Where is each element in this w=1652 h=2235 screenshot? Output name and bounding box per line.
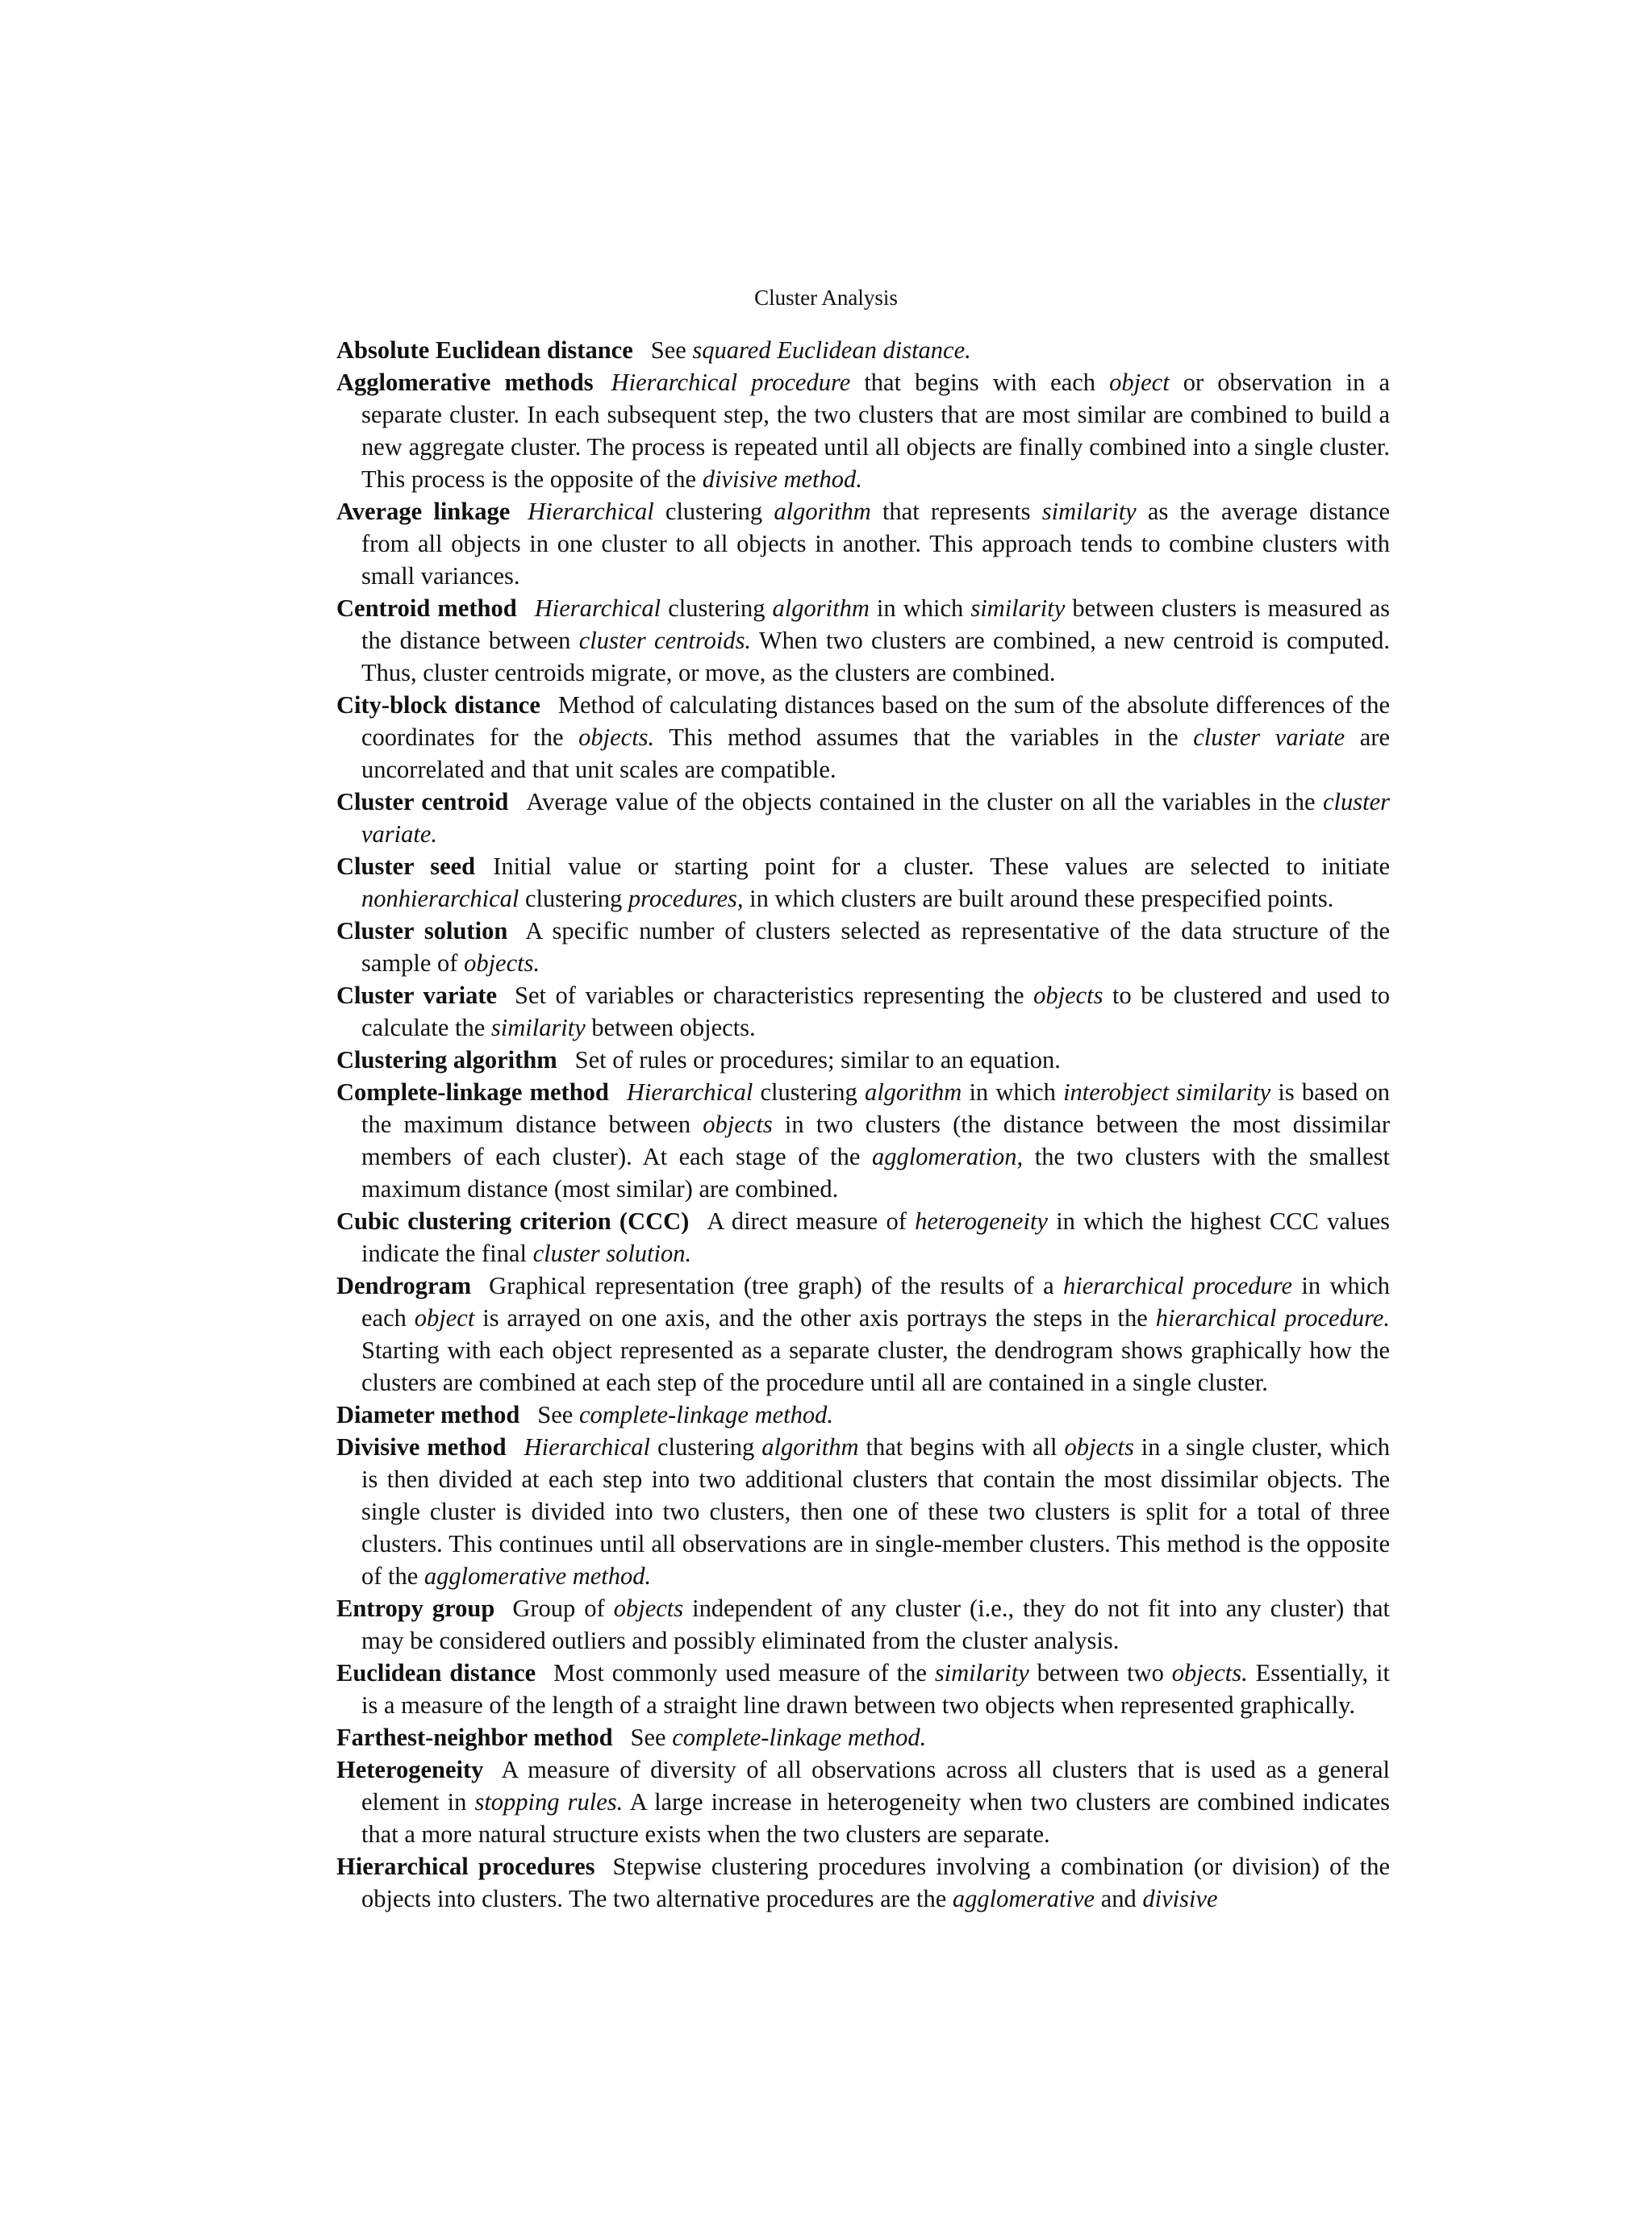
definition-text: in which the highest CCC values indicate the final [361,1207,1391,1267]
definition-emphasis: objects. [1171,1659,1248,1687]
glossary-entry [336,1753,1390,1850]
definition-text: See [537,1401,579,1428]
definition-emphasis: squared Euclidean distance. [692,336,971,364]
definition-emphasis: objects. [578,723,655,751]
definition-text: between clusters is measured as the distance between [361,594,1390,654]
definition-emphasis: complete-linkage method. [578,1401,834,1428]
glossary-entry [336,1205,1390,1270]
definition-text: Group of [512,1595,614,1622]
definition-text: is arrayed on one axis, and the other axis portrays the steps in the [474,1304,1156,1332]
glossary-entry [336,1592,1390,1657]
definition-emphasis: complete-linkage method. [672,1724,927,1751]
definition-text: the two clusters with the smallest maximum distance (most similar) are combined. [361,1143,1390,1203]
definition-emphasis: objects [703,1111,773,1138]
definition-emphasis: heterogeneity [915,1207,1048,1235]
definition-text: Set of rules or procedures; similar to an equation. [574,1046,1061,1074]
glossary-term: Clustering algorithm [336,1046,557,1074]
definition-text: that begins with each [850,369,1110,396]
definition-text: clustering [519,885,628,912]
definition-text: between two [1028,1659,1172,1687]
definition-text: clustering [753,1078,865,1106]
definition-emphasis: cluster variate [1193,723,1345,751]
glossary-entry [336,592,1390,689]
glossary-entry [336,1399,1390,1431]
glossary-entry [336,1850,1390,1915]
definition-emphasis: objects [613,1595,684,1622]
definition-emphasis: cluster variate. [361,788,1390,848]
definition-text: A measure of diversity of all observations across all clusters that is used as a general element in [361,1756,1390,1816]
definition-emphasis: objects [1064,1433,1134,1461]
glossary-entry [336,1076,1390,1205]
glossary-entry [336,366,1390,495]
definition-text: A direct measure of [707,1207,916,1235]
definition-emphasis: divisive [1142,1885,1218,1912]
glossary-term: Centroid method [336,594,517,622]
definition-emphasis: hierarchical procedure. [1155,1304,1390,1332]
definition-emphasis: similarity [970,594,1066,622]
definition-emphasis: divisive method. [702,465,862,493]
definition-text: Initial value or starting point for a cluster. These values are selected to initiate [493,853,1390,880]
glossary-term: Heterogeneity [336,1756,484,1783]
definition-emphasis: Hierarchical [534,594,661,622]
definition-text: in which clusters are built around these prespecified points. [743,885,1334,912]
glossary-term: Cluster solution [336,917,508,944]
glossary-entry [336,1657,1390,1721]
definition-text: in which [869,594,971,622]
glossary-term: Cluster seed [336,853,476,880]
glossary-term: Euclidean distance [336,1659,536,1687]
definition-emphasis: objects [1033,982,1103,1009]
running-head: Cluster Analysis [754,286,898,310]
definition-emphasis: agglomeration, [871,1143,1024,1170]
definition-emphasis: cluster solution. [532,1240,692,1267]
definition-text: or observation in a separate cluster. In each subsequent step, the two clusters that are most similar are combined to build a new aggregate cluster. The process is repeated until all objects are finally combined into a single cluster. This process is the opposite of the [361,369,1390,493]
definition-emphasis: similarity [934,1659,1029,1687]
definition-text: between objects. [585,1014,756,1041]
glossary [336,334,1390,1915]
definition-text: This method assumes that the variables in the [654,723,1194,751]
glossary-term: Complete-linkage method [336,1078,609,1106]
definition-text: clustering [653,498,774,525]
definition-text: Graphical representation (tree graph) of the results of a [489,1272,1063,1299]
glossary-entry [336,1431,1390,1592]
glossary-term: Divisive method [336,1433,507,1461]
definition-text: When two clusters are combined, a new centroid is computed. Thus, cluster centroids migrate, or move, as the clusters are combined. [361,627,1390,686]
definition-text: is based on the maximum distance between [361,1078,1390,1138]
glossary-entry [336,495,1390,592]
definition-text: in a single cluster, which is then divided at each step into two additional clusters that contain the most dissimilar objects. The single cluster is divided into two clusters, then one of these two clusters is split for a total of three clusters. This continues until all observations are in single-member clusters. This method is the opposite of the [361,1433,1391,1590]
glossary-entry [336,1721,1390,1753]
definition-text: independent of any cluster (i.e., they do not fit into any cluster) that may be considered outliers and possibly eliminated from the cluster analysis. [361,1595,1390,1654]
definition-emphasis: cluster centroids. [578,627,752,654]
definition-text: Essentially, it is a measure of the length of a straight line drawn between two objects when represented graphically. [361,1659,1390,1719]
definition-emphasis: Hierarchical [524,1433,651,1461]
definition-emphasis: stopping rules. [474,1788,624,1816]
definition-emphasis: procedures, [628,885,744,912]
definition-text: Most commonly used measure of the [553,1659,935,1687]
definition-text: See [630,1724,673,1751]
glossary-term: Agglomerative methods [336,369,594,396]
definition-text: clustering [661,594,773,622]
definition-emphasis: hierarchical procedure [1062,1272,1293,1299]
definition-emphasis: similarity [490,1014,586,1041]
definition-text: to be clustered and used to calculate the [361,982,1390,1041]
definition-text: in two clusters (the distance between the most dissimilar members of each cluster). At each stage of the [361,1111,1390,1170]
definition-text: Stepwise clustering procedures involving a combination (or division) of the objects into clusters. The two alternative procedures are the [361,1853,1390,1912]
definition-emphasis: interobject similarity [1063,1078,1271,1106]
glossary-term: Cluster variate [336,982,498,1009]
definition-emphasis: algorithm [761,1433,859,1461]
definition-emphasis: similarity [1041,498,1137,525]
glossary-term: Cluster centroid [336,788,509,815]
definition-text: that represents [870,498,1042,525]
glossary-term: Dendrogram [336,1272,472,1299]
definition-emphasis: algorithm [774,498,871,525]
glossary-term: Farthest-neighbor method [336,1724,613,1751]
definition-emphasis: Hierarchical procedure [611,369,851,396]
definition-emphasis: object [1109,369,1170,396]
glossary-entry [336,786,1390,850]
glossary-term: Cubic clustering criterion (CCC) [336,1207,690,1235]
glossary-term: City-block distance [336,691,540,719]
definition-text: Starting with each object represented as a separate cluster, the dendrogram shows graphically how the clusters are combined at each step of the procedure until all are contained in a single cluster. [361,1336,1390,1396]
definition-emphasis: algorithm [864,1078,962,1106]
definition-text: in which [962,1078,1064,1106]
glossary-term: Hierarchical procedures [336,1853,595,1880]
glossary-entry [336,1270,1390,1399]
definition-text: Set of variables or characteristics representing the [515,982,1034,1009]
definition-emphasis: nonhierarchical [361,885,519,912]
glossary-term: Average linkage [336,498,511,525]
glossary-term: Absolute Euclidean distance [336,336,633,364]
definition-emphasis: objects. [464,949,540,977]
definition-text: A specific number of clusters selected as representative of the data structure of the sample of [361,917,1390,977]
definition-text: A large increase in heterogeneity when two clusters are combined indicates that a more natural structure exists when the two clusters are separate. [361,1788,1390,1848]
definition-text: in which each [361,1272,1390,1332]
glossary-entry [336,334,1390,366]
glossary-entry [336,689,1390,786]
definition-text: Average value of the objects contained in the cluster on all the variables in the [526,788,1323,815]
definition-text: that begins with all [858,1433,1065,1461]
glossary-entry [336,850,1390,915]
definition-text: clustering [650,1433,762,1461]
definition-emphasis: Hierarchical [528,498,654,525]
glossary-entry [336,1044,1390,1076]
definition-emphasis: algorithm [772,594,870,622]
glossary-term: Diameter method [336,1401,520,1428]
definition-emphasis: agglomerative [952,1885,1095,1912]
definition-emphasis: agglomerative method. [423,1562,652,1590]
definition-emphasis: Hierarchical [626,1078,753,1106]
glossary-entry [336,915,1390,979]
definition-text: See [650,336,693,364]
definition-text: as the average distance from all objects in one cluster to all objects in another. This approach tends to combine clusters with small variances. [361,498,1390,590]
definition-text: and [1095,1885,1143,1912]
glossary-term: Entropy group [336,1595,495,1622]
definition-text: are uncorrelated and that unit scales are compatible. [361,723,1391,783]
definition-emphasis: object [414,1304,475,1332]
definition-text: Method of calculating distances based on the sum of the absolute differences of the coordinates for the [361,691,1390,751]
glossary-entry [336,979,1390,1044]
